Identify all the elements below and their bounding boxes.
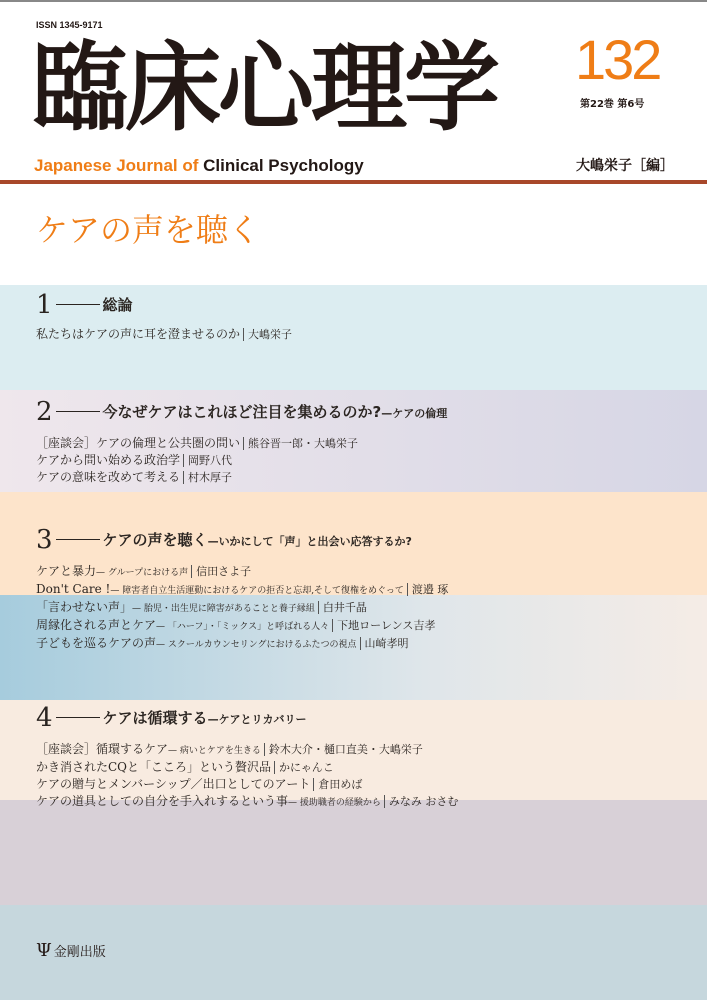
cover-header (0, 0, 707, 285)
subtitle-part-2: Clinical Psychology (203, 156, 364, 175)
section-4 (36, 703, 458, 811)
article-author: 鈴木大介・樋口直美・大嶋栄子 (264, 743, 423, 756)
dash (56, 717, 100, 719)
subtitle-part-1: Japanese Journal of (34, 156, 199, 175)
section-title: ケアは循環する (102, 709, 208, 727)
section-heading (36, 703, 458, 735)
section-title: 総論 (102, 296, 133, 314)
article-author: 白井千晶 (318, 601, 367, 614)
dash (56, 304, 100, 306)
article-subtitle: — 障害者自立生活運動におけるケアの拒否と忘却,そして復権をめぐって (110, 586, 404, 596)
article-title: かき消されたCQと「こころ」という贅沢品 (36, 760, 272, 774)
volume-label: 第22巻 第6号 (580, 99, 645, 110)
article-item (36, 741, 458, 759)
article-title: ケアから問い始める政治学 (36, 453, 181, 467)
section-number: 1 (36, 290, 53, 320)
article-author: 下地ローレンス吉孝 (332, 619, 435, 632)
article-item (36, 776, 458, 793)
editor-label: 大嶋栄子［編］ (576, 158, 674, 174)
journal-title: 臨床心理学 (32, 32, 497, 144)
article-subtitle: — 病いとケアを生きる (168, 746, 261, 756)
section-2 (36, 397, 447, 486)
article-item (36, 793, 458, 811)
section-number: 2 (36, 397, 53, 427)
english-subtitle (34, 156, 364, 176)
band (0, 905, 707, 1000)
publisher (36, 940, 106, 964)
section-subtitle: —いかにして「声」と出会い応答するか? (207, 535, 412, 548)
article-title: ケアの贈与とメンバーシップ／出口としてのアート (36, 777, 311, 791)
article-item (36, 635, 448, 653)
article-title: 周縁化される声とケア (36, 618, 157, 632)
article-author: 倉田めば (313, 778, 362, 791)
article-title: 私たちはケアの声に耳を澄ませるのか (36, 327, 241, 341)
issue-number: 132 (575, 28, 660, 91)
band (0, 800, 707, 905)
article-title: ケアと暴力 (36, 564, 97, 578)
publisher-logo-icon: Ψ (36, 940, 52, 961)
section-title: 今なぜケアはこれほど注目を集めるのか? (102, 403, 382, 421)
section-1 (36, 290, 292, 343)
section-number: 4 (36, 703, 53, 733)
article-author: みなみ おさむ (384, 795, 459, 808)
article-title: ケアの道具としての自分を手入れするという事 (36, 794, 289, 808)
article-title: 子どもを巡るケアの声 (36, 636, 157, 650)
article-title: ケアの意味を改めて考える (36, 470, 181, 484)
dash (56, 539, 100, 541)
article-item (36, 326, 292, 343)
article-item (36, 435, 447, 452)
article-subtitle: — 援助職者の経験から (288, 798, 381, 808)
article-subtitle: — 胎児・出生児に障害があることと養子縁組 (132, 604, 315, 614)
article-item (36, 563, 448, 581)
divider (0, 180, 707, 184)
article-author: 渡邉 琢 (407, 583, 449, 596)
article-author: 熊谷晋一郎・大嶋栄子 (243, 437, 358, 450)
issn: ISSN 1345-9171 (36, 20, 103, 30)
section-number: 3 (36, 525, 53, 555)
article-author: 信田さよ子 (191, 565, 251, 578)
article-title: Don't Care ! (36, 582, 111, 596)
article-item (36, 452, 447, 469)
dash (56, 411, 100, 413)
article-title: ［座談会］循環するケア (36, 742, 169, 756)
article-author: 大嶋栄子 (243, 328, 292, 341)
article-item (36, 759, 458, 776)
article-title: 「言わせない声」 (36, 600, 133, 614)
article-title: ［座談会］ケアの倫理と公共圏の問い (36, 436, 241, 450)
section-heading (36, 397, 447, 429)
section-3 (36, 525, 448, 653)
article-item (36, 581, 448, 599)
article-item (36, 617, 448, 635)
article-author: かにゃんこ (274, 761, 334, 774)
article-subtitle: — スクールカウンセリングにおけるふたつの視点 (156, 640, 357, 650)
article-item (36, 599, 448, 617)
article-author: 村木厚子 (183, 471, 232, 484)
section-heading (36, 290, 292, 320)
article-subtitle: — 「ハーフ」・「ミックス」と呼ばれる人々 (156, 622, 330, 632)
article-author: 山崎孝明 (360, 637, 409, 650)
article-subtitle: — グループにおける声 (96, 568, 189, 578)
article-item (36, 469, 447, 486)
section-subtitle: —ケアの倫理 (381, 407, 448, 420)
publisher-name: 金剛出版 (53, 945, 106, 960)
section-heading (36, 525, 448, 557)
issue-theme: ケアの声を聴く (36, 211, 261, 249)
section-title: ケアの声を聴く (102, 531, 208, 549)
section-subtitle: —ケアとリカバリー (207, 713, 307, 726)
article-author: 岡野八代 (183, 454, 232, 467)
